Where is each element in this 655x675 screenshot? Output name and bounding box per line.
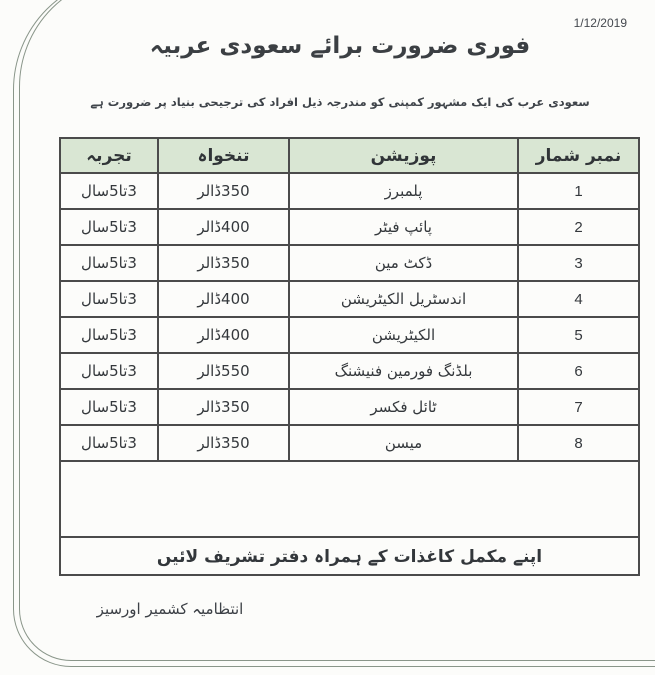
- empty-spacer-row: [60, 461, 639, 537]
- cell-salary: 350ڈالر: [158, 245, 289, 281]
- cell-position: اندسٹریل الکیٹریشن: [289, 281, 518, 317]
- cell-serial-number: 5: [518, 317, 639, 353]
- cell-experience: 3تا5سال: [60, 245, 158, 281]
- cell-position: بلڈنگ فورمین فنیشنگ: [289, 353, 518, 389]
- cell-position: پلمبرز: [289, 173, 518, 209]
- table-row: [60, 245, 639, 281]
- table-row: [60, 209, 639, 245]
- cell-salary: 400ڈالر: [158, 209, 289, 245]
- table-row: [60, 173, 639, 209]
- cell-experience: 3تا5سال: [60, 317, 158, 353]
- cell-serial-number: 1: [518, 173, 639, 209]
- cell-serial-number: 3: [518, 245, 639, 281]
- cell-serial-number: 6: [518, 353, 639, 389]
- header-position: پوزیشن: [289, 138, 518, 173]
- cell-experience: 3تا5سال: [60, 353, 158, 389]
- cell-serial-number: 4: [518, 281, 639, 317]
- cell-salary: 350ڈالر: [158, 425, 289, 461]
- cell-experience: 3تا5سال: [60, 389, 158, 425]
- cell-position: ڈکٹ مین: [289, 245, 518, 281]
- cell-salary: 350ڈالر: [158, 173, 289, 209]
- table-row: [60, 281, 639, 317]
- cell-position: میسن: [289, 425, 518, 461]
- cell-salary: 550ڈالر: [158, 353, 289, 389]
- cell-salary: 350ڈالر: [158, 389, 289, 425]
- cell-position: ٹائل فکسر: [289, 389, 518, 425]
- cell-experience: 3تا5سال: [60, 173, 158, 209]
- table-row: [60, 425, 639, 461]
- cell-position: الکیٹریشن: [289, 317, 518, 353]
- cell-serial-number: 7: [518, 389, 639, 425]
- table-header-row: [60, 138, 639, 173]
- table-row: [60, 317, 639, 353]
- header-serial-number: نمبر شمار: [518, 138, 639, 173]
- cell-salary: 400ڈالر: [158, 281, 289, 317]
- table-row: [60, 389, 639, 425]
- cell-serial-number: 2: [518, 209, 639, 245]
- note-cell: اپنے مکمل کاغذات کے ہمراہ دفتر تشریف لائیں: [60, 537, 639, 575]
- cell-serial-number: 8: [518, 425, 639, 461]
- jobs-table: [59, 137, 640, 576]
- cell-salary: 400ڈالر: [158, 317, 289, 353]
- cell-position: پائپ فیٹر: [289, 209, 518, 245]
- document-date: 1/12/2019: [573, 16, 627, 30]
- signature-line: انتظامیہ کشمیر اورسیز: [96, 600, 244, 618]
- note-row: [60, 537, 639, 575]
- header-salary: تنخواہ: [158, 138, 289, 173]
- cell-experience: 3تا5سال: [60, 209, 158, 245]
- table-row: [60, 353, 639, 389]
- cell-experience: 3تا5سال: [60, 425, 158, 461]
- empty-spacer-cell: [60, 461, 639, 537]
- cell-experience: 3تا5سال: [60, 281, 158, 317]
- header-experience: تجربہ: [60, 138, 158, 173]
- page-title: فوری ضرورت برائے سعودی عربیہ: [149, 33, 531, 59]
- page-subtitle: سعودی عرب کی ایک مشہور کمپنی کو مندرجہ ذیل افراد کی ترجیحی بنیاد پر ضرورت ہے: [90, 95, 590, 109]
